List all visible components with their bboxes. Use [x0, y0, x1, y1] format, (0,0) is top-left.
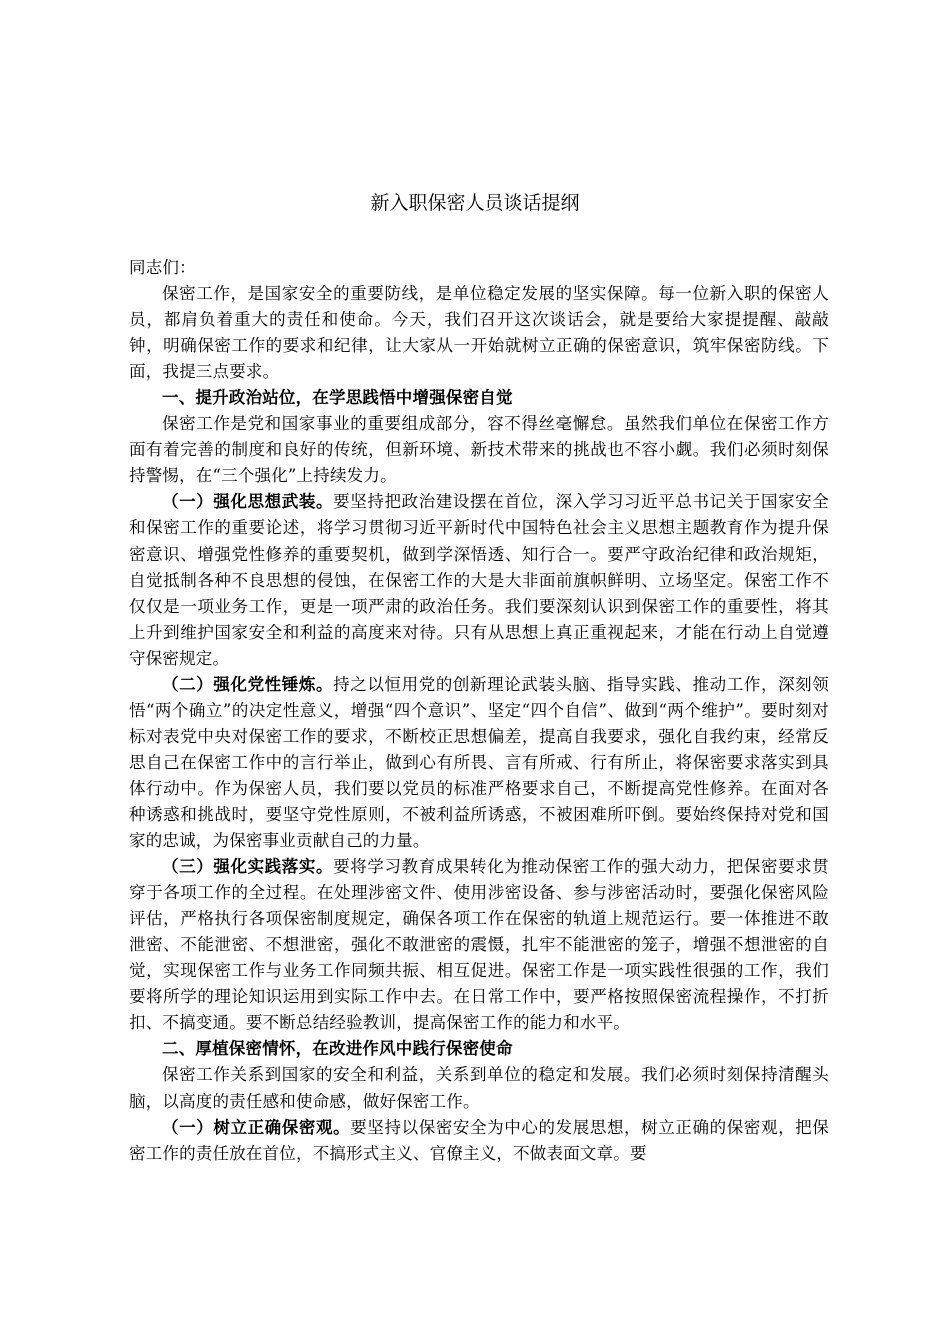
item-lead: （一）树立正确保密观。	[162, 1117, 351, 1137]
section-1-item-3	[129, 854, 829, 1036]
document-body	[129, 255, 829, 1167]
intro-paragraph: 保密工作，是国家安全的重要防线，是单位稳定发展的坚实保障。每一位新入职的保密人员，都肩负着重大的责任和使命。今天，我们召开这次谈话会，就是要给大家提提醒、敲敲钟，明确保密工作的要求和纪律，让大家从一开始就树立正确的保密意识，筑牢保密防线。下面，我提三点要求。	[129, 284, 829, 382]
section-1-heading: 一、提升政治站位，在学思践悟中增强保密自觉	[162, 388, 513, 408]
section-2-item-1	[129, 1115, 829, 1167]
section-2-heading: 二、厚植保密情怀，在改进作风中践行保密使命	[162, 1039, 513, 1059]
item-text: 要坚持以保密安全为中心的发展思想，树立正确的保密观，把保密工作的责任放在首位，不搞形式主义、官僚主义，不做表面文章。要	[129, 1117, 829, 1163]
section-1-item-2	[129, 672, 829, 854]
section-2-intro: 保密工作关系到国家的安全和利益，关系到单位的稳定和发展。我们必须时刻保持清醒头脑，以高度的责任感和使命感，做好保密工作。	[129, 1065, 829, 1111]
section-1-intro: 保密工作是党和国家事业的重要组成部分，容不得丝毫懈怠。虽然我们单位在保密工作方面有着完善的制度和良好的传统，但新环境、新技术带来的挑战也不容小觑。我们必须时刻保持警惕，在“三个强化”上持续发力。	[129, 414, 829, 486]
item-lead: （二）强化党性锤炼。	[162, 674, 334, 694]
section-1-item-1	[129, 489, 829, 671]
item-text: 持之以恒用党的创新理论武装头脑、指导实践、推动工作，深刻领悟“两个确立”的决定性意义，增强“四个意识”、坚定“四个自信”、做到“两个维护”。要时刻对标对表党中央对保密工作的要求，不断校正思想偏差，提高自我要求，强化自我约束，经常反思自己在保密工作中的言行举止，做到心有所畏、言有所戒、行有所止，将保密要求落实到具体行动中。作为保密人员，我们要以党员的标准严格要求自己，不断提高党性修养。在面对各种诱惑和挑战时，要坚守党性原则，不被利益所诱惑，不被困难所吓倒。要始终保持对党和国家的忠诚，为保密事业贡献自己的力量。	[129, 674, 829, 851]
item-lead: （三）强化实践落实。	[162, 857, 334, 877]
document-title: 新入职保密人员谈话提纲	[370, 192, 580, 214]
item-text: 要坚持把政治建设摆在首位，深入学习习近平总书记关于国家安全和保密工作的重要论述，将学习贯彻习近平新时代中国特色社会主义思想主题教育作为提升保密意识、增强党性修养的重要契机，做到学深悟透、知行合一。要严守政治纪律和政治规矩，自觉抵制各种不良思想的侵蚀，在保密工作的大是大非面前旗帜鲜明、立场坚定。保密工作不仅仅是一项业务工作，更是一项严肃的政治任务。我们要深刻认识到保密工作的重要性，将其上升到维护国家安全和利益的高度来对待。只有从思想上真正重视起来，才能在行动上自觉遵守保密规定。	[129, 492, 829, 668]
item-text: 要将学习教育成果转化为推动保密工作的强大动力，把保密要求贯穿于各项工作的全过程。在处理涉密文件、使用涉密设备、参与涉密活动时，要强化保密风险评估，严格执行各项保密制度规定，确保各项工作在保密的轨道上规范运行。要一体推进不敢泄密、不能泄密、不想泄密，强化不敢泄密的震慑，扎牢不能泄密的笼子，增强不想泄密的自觉，实现保密工作与业务工作同频共振、相互促进。保密工作是一项实践性很强的工作，我们要将所学的理论知识运用到实际工作中去。在日常工作中，要严格按照保密流程操作，不打折扣、不搞变通。要不断总结经验教训，提高保密工作的能力和水平。	[129, 857, 829, 1033]
item-lead: （一）强化思想武装。	[162, 492, 334, 512]
salutation: 同志们：	[129, 258, 196, 277]
